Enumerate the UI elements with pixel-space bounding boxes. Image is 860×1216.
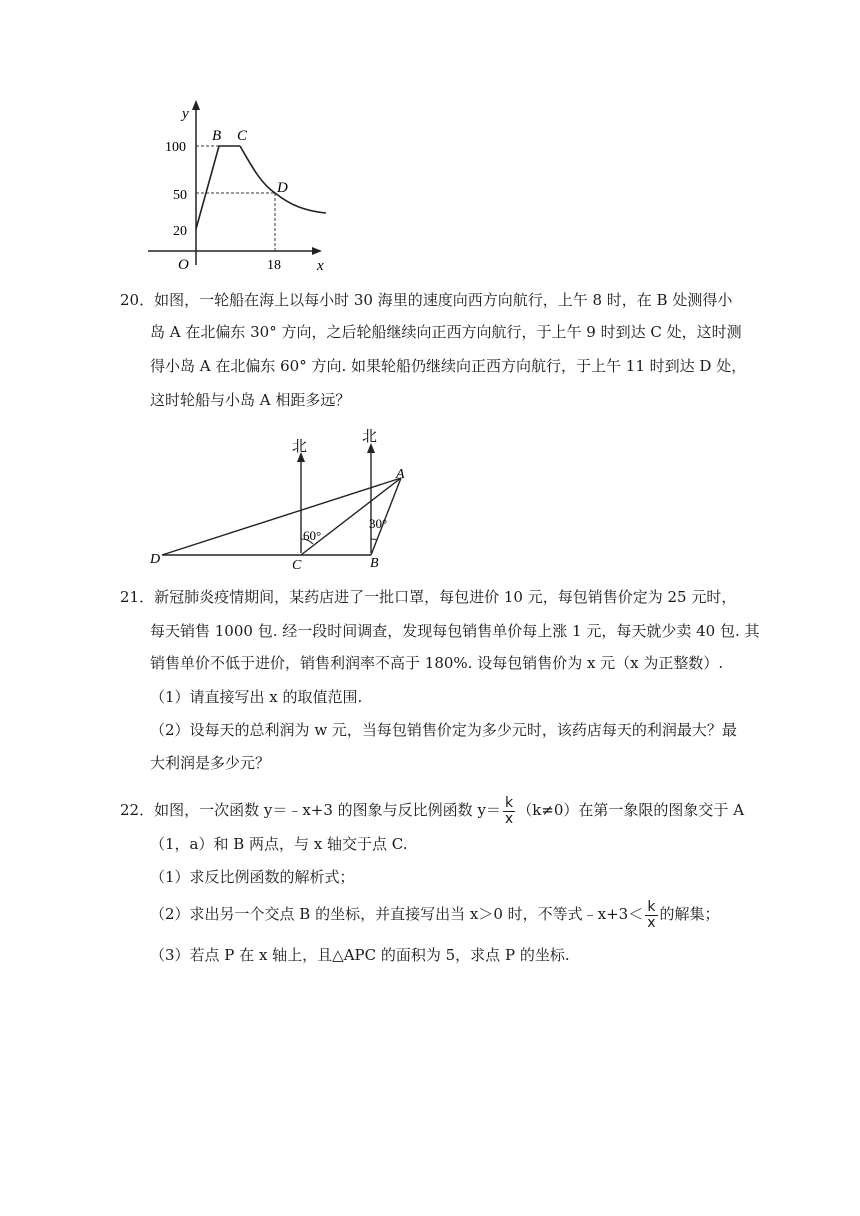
q20-line-3: 得小岛 A 在北偏东 60° 方向. 如果轮船仍继续向正西方向航行，于上午 11 时到达 D 处， <box>150 357 747 375</box>
function-graph-figure <box>140 95 340 280</box>
label-a: A <box>396 467 405 482</box>
q22-sub-1: （1）求反比例函数的解析式； <box>150 868 355 886</box>
angle-label-60: 60° <box>303 528 322 543</box>
q22-sub-2-post: 的解集； <box>659 905 720 923</box>
line-da <box>162 478 401 555</box>
q21-line-5: （2）设每天的总利润为 w 元，当每包销售价定为多少元时，该药店每天的利润最大？最 <box>150 721 737 739</box>
q22-line-1-post: （k≠0）在第一象限的图象交于 A <box>517 801 745 819</box>
q22-line-1 <box>120 790 744 830</box>
y-axis-label: y <box>182 106 189 122</box>
tick-label-100: 100 <box>165 140 186 155</box>
label-b: B <box>370 556 379 571</box>
tick-label-50: 50 <box>173 188 187 203</box>
angle-label-30: 30° <box>369 516 388 531</box>
label-d: D <box>150 552 161 567</box>
q21-line-2: 每天销售 1000 包. 经一段时间调查，发现每包销售单价每上涨 1 元，每天就少卖 40 包. 其 <box>150 622 760 640</box>
y-axis-arrow <box>192 100 200 110</box>
fraction-k-over-x-2: $\frac{k}{x}$ <box>647 898 656 931</box>
north-label-c: 北 <box>292 439 308 455</box>
q20-line-2: 岛 A 在北偏东 30° 方向，之后轮船继续向正西方向航行，于上午 9 时到达 C 处，这时测 <box>150 323 742 341</box>
point-label-d: D <box>277 180 288 196</box>
q22-sub-2-pre: （2）求出另一个交点 B 的坐标，并直接写出当 x＞0 时，不等式﹣x+3＜ <box>150 905 644 923</box>
north-label-b: 北 <box>362 429 378 445</box>
q20-line-4: 这时轮船与小岛 A 相距多远？ <box>150 391 351 409</box>
q20-line-1: 20．如图，一轮船在海上以每小时 30 海里的速度向西方向航行，上午 8 时，在 B 处测得小 <box>120 291 733 309</box>
tick-label-20: 20 <box>173 224 187 239</box>
tick-label-18: 18 <box>267 258 281 273</box>
q21-line-6: 大利润是多少元？ <box>150 754 271 772</box>
q21-line-4: （1）请直接写出 x 的取值范围. <box>150 688 363 706</box>
label-c: C <box>292 558 302 572</box>
angle-arc-b <box>371 539 377 540</box>
q21-line-3: 销售单价不低于进价，销售利润率不高于 180%. 设每包销售价为 x 元（x 为正整数）. <box>150 654 724 672</box>
fraction-k-over-x: $\frac{k}{x}$ <box>504 794 514 827</box>
q22-line-2: （1，a）和 B 两点，与 x 轴交于点 C. <box>150 835 408 853</box>
q22-line-1-pre: 22．如图，一次函数 y＝﹣x+3 的图象与反比例函数 y＝ <box>120 801 501 819</box>
x-axis-label: x <box>317 258 324 274</box>
q22-sub-3: （3）若点 P 在 x 轴上，且△APC 的面积为 5，求点 P 的坐标. <box>150 946 570 964</box>
point-label-c: C <box>237 128 248 144</box>
origin-label: O <box>178 257 189 273</box>
q22-sub-2 <box>150 894 720 934</box>
x-axis-arrow <box>312 247 322 255</box>
q21-line-1: 21．新冠肺炎疫情期间，某药店进了一批口罩，每包进价 10 元，每包销售价定为 25 元时， <box>120 588 737 606</box>
point-label-b: B <box>212 128 222 144</box>
graph-line <box>196 146 240 229</box>
navigation-diagram <box>140 422 420 572</box>
